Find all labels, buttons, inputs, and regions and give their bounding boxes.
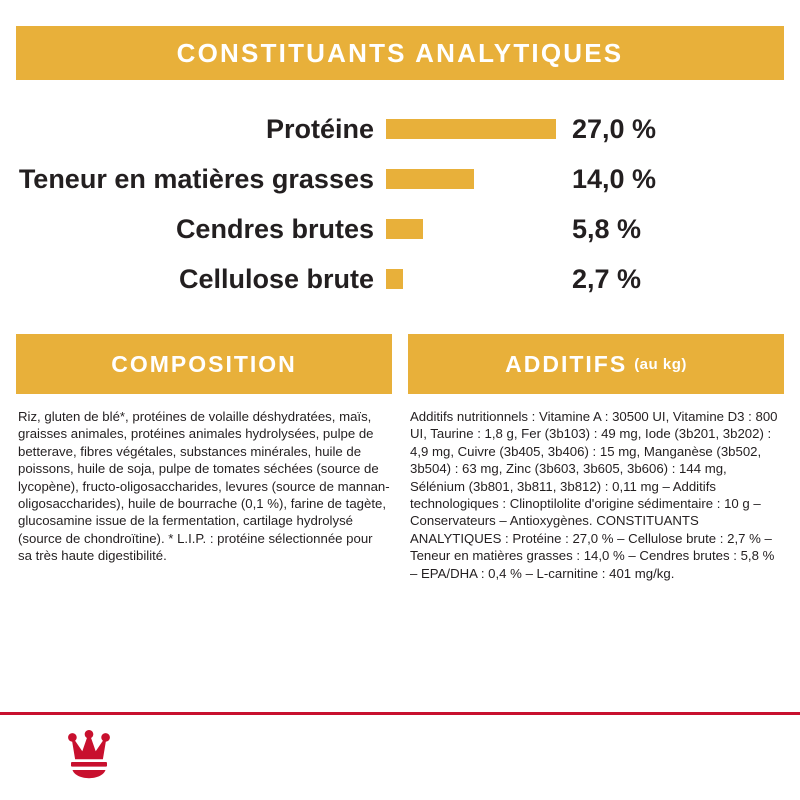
chart-bar-wrap xyxy=(386,169,566,189)
additives-heading: ADDITIFS xyxy=(505,350,628,377)
composition-body xyxy=(16,394,392,565)
chart-row-label: Protéine xyxy=(265,113,374,144)
additives-text: Additifs nutritionnels : Vitamine A : 30500 UI, Vitamine D3 : 800 UI, Taurine : 1,8 g, Fer (3b103) : 49 mg, Iode (3b201, 3b202) : 4,9 mg, Cuivre (3b405, 3b406) : 15 mg, Manganèse (3b502, 3b504) : 63 mg, Zinc (3b603, 3b605, 3b606) : 144 mg, Sélénium (3b801, 3b811, 3b812) : 0,11 mg – Additifs technologiques : Clinoptilolite d'origine sédimentaire : 10 g – Conservateurs – Antioxygènes. CONSTITUANTS ANALYTIQUES : Protéine : 27,0 % – Cellulose brute : 2,7 % – Teneur en matières grasses : 14,0 % – Cendres brutes : 5,8 % – EPA/DHA : 0,4 % – L-carnitine : 401 mg/kg. xyxy=(410,409,778,581)
crown-logo-icon xyxy=(58,726,120,782)
composition-text: Riz, gluten de blé*, protéines de volaille déshydratées, maïs, graisses animales, protéines animales hydrolysées, pulpe de betterave, fibres végétales, substances minérales, huile de poissons, huile de soja, pulpe de tomates séchées (source de lycopène), fructo-oligosaccharides, levures (source de mannan-oligosaccharides), huile de bourrache (0,1 %), farine de tagète, glucosamine issue de la fermentation, cartilage hydrolysé (source de chondroïtine). * L.I.P. : protéine sélectionnée pour sa très haute digestibilité. xyxy=(18,409,390,564)
chart-row xyxy=(16,104,784,154)
chart-row-value: 27,0 % xyxy=(572,113,657,144)
chart-row-value: 14,0 % xyxy=(572,163,657,194)
footer-divider xyxy=(0,712,800,715)
chart-row-value: 2,7 % xyxy=(572,263,642,294)
chart-bar xyxy=(386,169,474,189)
page-title: CONSTITUANTS ANALYTIQUES xyxy=(176,37,624,68)
chart-bar xyxy=(386,269,403,289)
chart-row-value: 5,8 % xyxy=(572,213,642,244)
composition-heading: COMPOSITION xyxy=(111,350,297,377)
chart-row-label: Cendres brutes xyxy=(175,213,374,244)
composition-header xyxy=(16,334,392,394)
analytical-constituents-chart xyxy=(16,104,784,304)
chart-row-label: Cellulose brute xyxy=(178,263,374,294)
composition-panel xyxy=(16,334,392,582)
chart-bar-wrap xyxy=(386,269,566,289)
additives-body xyxy=(408,394,784,582)
chart-bar-wrap xyxy=(386,119,566,139)
chart-bar xyxy=(386,119,556,139)
info-panels xyxy=(16,334,784,582)
additives-header xyxy=(408,334,784,394)
chart-row xyxy=(16,254,784,304)
chart-row xyxy=(16,154,784,204)
chart-bar-wrap xyxy=(386,219,566,239)
additives-panel xyxy=(408,334,784,582)
chart-row-label: Teneur en matières grasses xyxy=(18,163,374,194)
additives-subheading: (au kg) xyxy=(634,355,687,373)
chart-row xyxy=(16,204,784,254)
chart-bar xyxy=(386,219,423,239)
analytical-constituents-banner xyxy=(16,26,784,80)
